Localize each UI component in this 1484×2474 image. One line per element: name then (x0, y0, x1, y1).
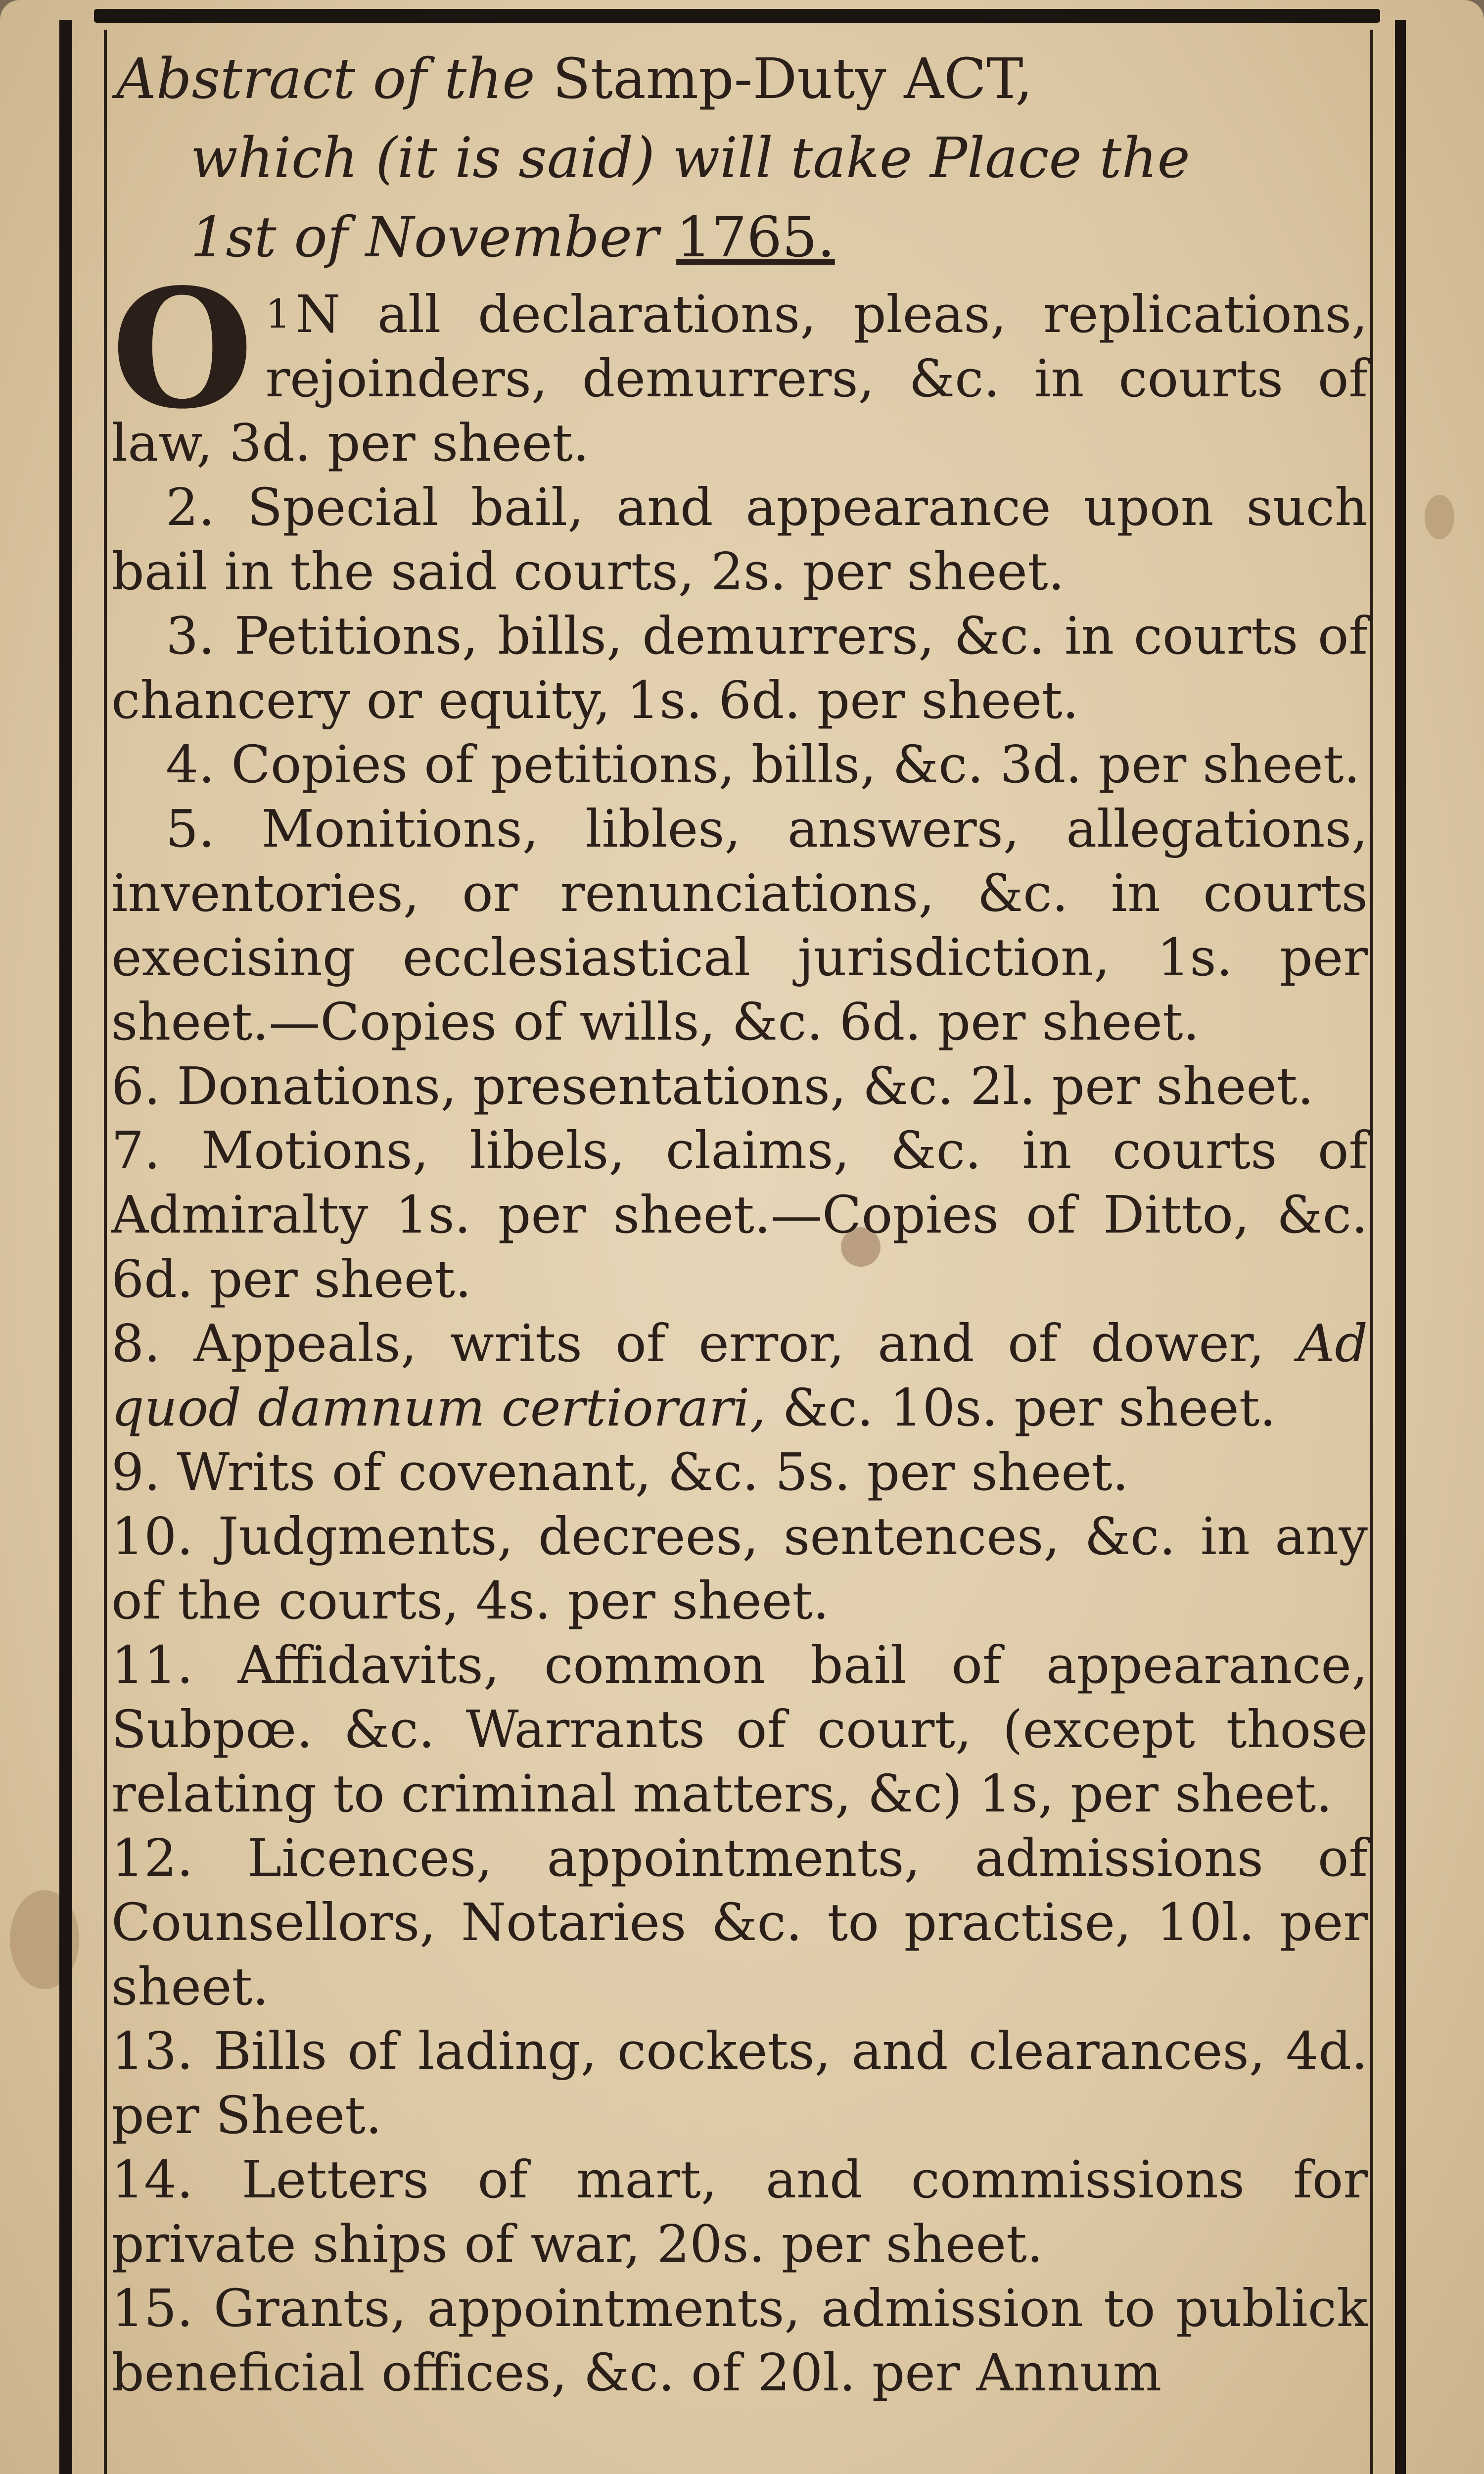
entry-2: 2. Special bail, and appearance upon such bail in the said courts, 2s. per sheet. (111, 477, 1368, 602)
document-title (111, 40, 1368, 277)
entry-10: 10. Judgments, decrees, sentences, &c. in any of the courts, 4s. per sheet. (111, 1506, 1368, 1631)
entry-8-text-a: 8. Appeals, writs of error, and of dower, (111, 1313, 1298, 1374)
entry-1-number: 1 (265, 291, 291, 337)
left-border-rule (59, 20, 72, 2474)
top-border-rule (94, 9, 1380, 23)
document-body (111, 40, 1368, 2405)
entry-11: 11. Affidavits, common bail of appearance, Subpœ. &c. Warrants of court, (except those relating to criminal matters, &c) 1s, per sheet. (111, 1635, 1368, 1824)
stain-mark (1425, 495, 1454, 539)
entry-8-latin-term: Ad quod damnum certiorari, (111, 1313, 1368, 1438)
entry-4: 4. Copies of petitions, bills, &c. 3d. per sheet. (166, 734, 1360, 795)
entry-7: 7. Motions, libels, claims, &c. in courts of Admiralty 1s. per sheet.—Copies of Ditto, &c. 6d. per sheet. (111, 1120, 1368, 1309)
left-inner-rule (104, 30, 107, 2474)
entry-9: 9. Writs of covenant, &c. 5s. per sheet. (111, 1442, 1129, 1502)
entry-1 (111, 253, 1368, 475)
entry-15: 15. Grants, appointments, admission to publick beneficial offices, &c. of 20l. per Annum (111, 2278, 1368, 2403)
right-inner-rule (1370, 30, 1373, 2474)
entry-12: 12. Licences, appointments, admissions of Counsellors, Notaries &c. to practise, 10l. per sheet. (111, 1828, 1368, 2017)
right-border-rule (1395, 20, 1406, 2474)
entry-14: 14. Letters of mart, and commissions for private ships of war, 20s. per sheet. (111, 2149, 1368, 2274)
entry-6: 6. Donations, presentations, &c. 2l. per sheet. (111, 1056, 1314, 1116)
title-line-2: which (it is said) will take Place the (190, 126, 1190, 190)
entry-8 (111, 1311, 1368, 1440)
entry-1-text: N all declarations, pleas, replications, rejoinders, demurrers, &c. in courts of law, 3d. per sheet. (111, 284, 1368, 473)
entries-list (111, 253, 1368, 2405)
entry-8-text-b: &c. 10s. per sheet. (766, 1378, 1276, 1438)
entry-5: 5. Monitions, libles, answers, allegations, inventories, or renunciations, &c. in courts execising ecclesiastical jurisdiction, 1s. per sheet.—Copies of wills, &c. 6d. per sheet. (111, 799, 1368, 1052)
entry-13: 13. Bills of lading, cockets, and clearances, 4d. per Sheet. (111, 2021, 1368, 2145)
entry-3: 3. Petitions, bills, demurrers, &c. in courts of chancery or equity, 1s. 6d. per sheet. (111, 606, 1368, 730)
title-year: 1765. (676, 205, 835, 270)
title-abstract: Abstract of the (116, 47, 535, 111)
title-stamp-duty-act: Stamp-Duty ACT, (553, 47, 1033, 111)
title-date: 1st of November (190, 205, 659, 270)
drop-cap-letter: O (111, 253, 254, 445)
